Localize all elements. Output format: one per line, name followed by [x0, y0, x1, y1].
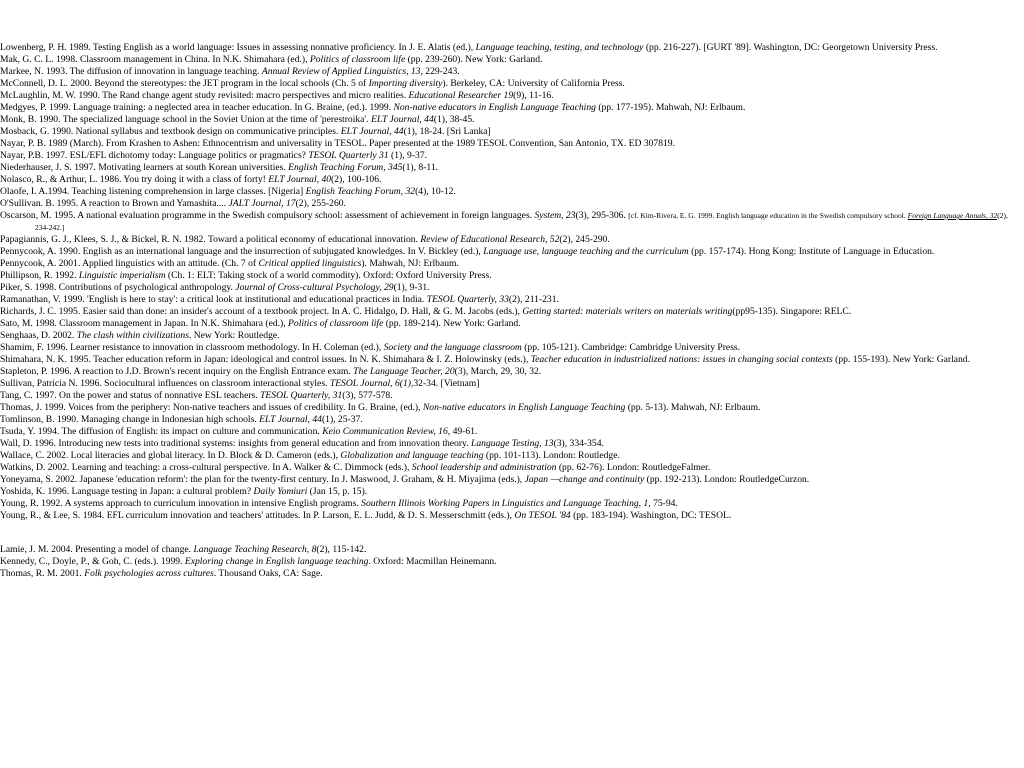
reference-entry	[0, 114, 1024, 126]
reference-title-text: Politics of classroom life	[288, 318, 384, 329]
reference-text: (pp. 183-194). Washington, DC: TESOL.	[570, 510, 732, 521]
reference-title-text: Importing diversity	[368, 78, 443, 89]
reference-entry	[0, 544, 1024, 556]
reference-text: Sato, M. 1998. Classroom management in Japan. In N.K. Shimahara (ed.),	[0, 318, 289, 329]
reference-text: Richards, J. C. 1995. Easier said than done: an insider's account of a textbook project. In A. C. Hidalgo, D. Hall, & G. M. Jacobs (eds.),	[0, 306, 523, 317]
reference-title-text: ELT Journal, 44	[370, 114, 434, 125]
reference-text: (pp. 216-227). [GURT '89]. Washington, DC: Georgetown University Press.	[643, 42, 938, 53]
reference-title-text: Language Testing, 13	[471, 438, 554, 449]
reference-title-text: The clash within civilizations	[76, 330, 189, 341]
reference-title-text: Teacher education in industrialized nations: issues in changing social contexts	[530, 354, 833, 365]
reference-text: , 229-243.	[420, 66, 460, 77]
reference-entry	[0, 390, 1024, 402]
reference-text: Phillipson, R. 1992.	[0, 270, 79, 281]
reference-text: Yoshida, K. 1996. Language testing in Japan: a cultural problem?	[0, 486, 254, 497]
reference-title-text: Review of Educational Research, 52	[420, 234, 560, 245]
reference-title-text: Society and the language classroom	[383, 342, 522, 353]
reference-entry	[0, 42, 1024, 54]
reference-text: (1), 38-45.	[433, 114, 475, 125]
reference-entry	[0, 426, 1024, 438]
reference-title-text: English Teaching Forum, 345	[288, 162, 403, 173]
reference-title-text: ELT Journal, 44	[259, 414, 322, 425]
reference-text: 32-34. [Vietnam]	[413, 378, 480, 389]
reference-title-text: TESOL Quarterly 31	[308, 150, 389, 161]
reference-entry	[0, 186, 1024, 198]
reference-text: Nayar, P.B. 1997. ESL/EFL dichotomy today: Language politics or pragmatics?	[0, 150, 309, 161]
reference-entry	[0, 198, 1024, 210]
reference-text: Stapleton, P. 1996. A reaction to J.D. Brown's recent inquiry on the English Entrance exam.	[0, 366, 354, 377]
reference-text: Lamie, J. M. 2004. Presenting a model of change.	[0, 544, 194, 555]
reference-title-text: Keio Communication Review, 16	[322, 426, 448, 437]
reference-text: Nolasco, R., & Arthur, L. 1986. You try doing it with a class of forty!	[0, 174, 269, 185]
reference-text: Oscarson, M. 1995. A national evaluation programme in the Swedish compulsory school: assessment of achievement in foreign languages.	[0, 210, 535, 221]
reference-entry	[0, 318, 1024, 330]
reference-entry	[0, 258, 1024, 270]
reference-text: Markee, N. 1993. The diffusion of innovation in language teaching.	[0, 66, 262, 77]
reference-entry	[0, 138, 1024, 150]
reference-text: Pennycook, A. 2001. Applied linguistics with an attitude. (Ch. 7 of	[0, 258, 259, 269]
reference-text: Ramanathan, V. 1999. 'English is here to stay': a critical look at institutional and educational practices in India.	[0, 294, 427, 305]
reference-title-text: Foreign Language Annals, 32	[907, 211, 998, 220]
reference-text: (3), March, 29, 30, 32.	[454, 366, 542, 377]
reference-entry	[0, 162, 1024, 174]
reference-text: , 75-94.	[648, 498, 678, 509]
reference-text: (4), 10-12.	[415, 186, 456, 197]
reference-entry	[0, 366, 1024, 378]
reference-text: (pp. 101-113). London: Routledge.	[483, 450, 620, 461]
reference-text: (1), 25-37.	[321, 414, 363, 425]
reference-text: Piker, S. 1998. Contributions of psychological anthropology.	[0, 282, 236, 293]
reference-text: (1), 9-31.	[393, 282, 430, 293]
reference-title-text: Japan —change and continuity	[524, 474, 645, 485]
reference-title-text: English Teaching Forum, 32	[305, 186, 416, 197]
reference-text: Tsuda, Y. 1994. The diffusion of English: its impact on culture and communication.	[0, 426, 323, 437]
reference-title-text: Getting started: materials writers on materials writing	[522, 306, 733, 317]
reference-title-text: JALT Journal, 17	[228, 198, 296, 209]
reference-title-text: The Language Teacher, 20	[353, 366, 455, 377]
reference-entry	[0, 66, 1024, 78]
reference-text: Lowenberg, P. H. 1989. Testing English as a world language: Issues in assessing nonnative proficiency. In J. E. Alatis (ed.),	[0, 42, 476, 53]
reference-title-text: Critical applied linguistics	[258, 258, 362, 269]
reference-text: [cf. Kim-Rivera, E. G. 1999. English language education in the Swedish compulsory school.	[628, 211, 908, 220]
reference-text: (pp. 157-174). Hong Kong: Institute of Language in Education.	[688, 246, 935, 257]
reference-title-text: Annual Review of Applied Linguistics, 13	[261, 66, 421, 77]
reference-title-text: Daily Yomiuri	[253, 486, 308, 497]
reference-text: . New York: Routledge.	[188, 330, 280, 341]
reference-entry	[0, 174, 1024, 186]
reference-entry	[0, 414, 1024, 426]
reference-title-text: Language teaching, testing, and technology	[475, 42, 644, 53]
reference-text: Nayar, P. B. 1989 (March). From Krashen to Ashen: Ethnocentrism and universality in TESOL. Paper presented at the 1989 TESOL Convention, San Antonio, TX. ED 307819.	[0, 138, 675, 149]
reference-text: Wall, D. 1996. Introducing new tests into traditional systems: insights from general education and from innovation theory.	[0, 438, 472, 449]
reference-text: (Ch. 1: ELT: Taking stock of a world commodity). Oxford: Oxford University Press.	[165, 270, 492, 281]
reference-text: (1), 18-24. [Sri Lanka]	[403, 126, 491, 137]
reference-list	[0, 42, 1024, 580]
reference-text: (Jan 15, p. 15).	[307, 486, 368, 497]
reference-title-text: Globalization and language teaching	[340, 450, 484, 461]
reference-text: Sullivan, Patricia N. 1996. Sociocultural influences on classroom interactional styles.	[0, 378, 330, 389]
reference-entry	[0, 54, 1024, 66]
reference-entry	[0, 246, 1024, 258]
reference-text: (pp. 62-76). London: RoutledgeFalmer.	[556, 462, 711, 473]
reference-entry	[0, 126, 1024, 138]
reference-text: (pp. 5-13). Mahwah, NJ: Erlbaum.	[625, 402, 761, 413]
reference-entry	[0, 462, 1024, 474]
reference-text: Monk, B. 1990. The specialized language school in the Soviet Union at the time of 'perestroika'.	[0, 114, 371, 125]
reference-text: Yoneyama, S. 2002. Japanese 'education reform': the plan for the twenty-first century. In J. Maswood, J. Graham, & H. Miyajima (eds.),	[0, 474, 525, 485]
reference-text: Pennycook, A. 1990. English as an international language and the insurrection of subjugated knowledges. In V. Bickley (ed.),	[0, 246, 484, 257]
reference-entry	[0, 90, 1024, 102]
reference-title-text: Educational Researcher 19	[408, 90, 514, 101]
reference-text: ). Berkeley, CA: University of California Press.	[442, 78, 625, 89]
reference-text: Watkins, D. 2002. Learning and teaching: a cross-cultural perspective. In A. Walker & C. Dimmock (eds.),	[0, 462, 412, 473]
reference-text: (pp. 177-195). Mahwah, NJ: Erlbaum.	[595, 102, 746, 113]
reference-text: (3), 334-354.	[553, 438, 604, 449]
reference-entry	[0, 282, 1024, 294]
reference-entry	[0, 330, 1024, 342]
reference-text: (1), 8-11.	[402, 162, 439, 173]
reference-text: Young, R. 1992. A systems approach to curriculum innovation in intensive English programs.	[0, 498, 362, 509]
reference-entry	[0, 270, 1024, 282]
reference-text: Tang, C. 1997. On the power and status of nonnative ESL teachers.	[0, 390, 261, 401]
reference-text: (pp. 155-193). New York: Garland.	[832, 354, 971, 365]
reference-title-text: Exploring change in English language teaching	[184, 556, 369, 567]
reference-entry	[0, 78, 1024, 90]
reference-text: . Thousand Oaks, CA: Sage.	[213, 568, 323, 579]
reference-entry	[0, 150, 1024, 162]
reference-text: Thomas, J. 1999. Voices from the periphery: Non-native teachers and issues of credibility. In G. Braine, (ed.),	[0, 402, 423, 413]
reference-entry	[0, 438, 1024, 450]
reference-title-text: Language use, language teaching and the curriculum	[483, 246, 689, 257]
reference-entry	[0, 450, 1024, 462]
reference-title-text: On TESOL '84	[514, 510, 571, 521]
reference-text: O'Sullivan. B. 1995. A reaction to Brown and Yamashita....	[0, 198, 229, 209]
reference-text: Thomas, R. M. 2001.	[0, 568, 85, 579]
reference-text: Mak, G. C. L. 1998. Classroom management in China. In N.K. Shimahara (ed.),	[0, 54, 310, 65]
reference-entry	[0, 342, 1024, 354]
reference-entry	[0, 354, 1024, 366]
reference-text: Medgyes, P. 1999. Language training: a neglected area in teacher education. In G. Braine, (ed.). 1999.	[0, 102, 394, 113]
reference-text: Tomlinson, B. 1990. Managing change in Indonesian high schools.	[0, 414, 260, 425]
reference-text: Wallace, C. 2002. Local literacies and global literacy. In D. Block & D. Cameron (eds.),	[0, 450, 341, 461]
reference-text: (2), 255-260.	[295, 198, 346, 209]
reference-title-text: School leadership and administration	[411, 462, 557, 473]
reference-text: (2), 211-231.	[508, 294, 559, 305]
reference-title-text: ELT Journal, 44	[340, 126, 404, 137]
reference-text: (1), 9-37.	[388, 150, 428, 161]
reference-title-text: Language Teaching Research, 8	[193, 544, 317, 555]
reference-text: (2), 245-290.	[559, 234, 610, 245]
reference-title-text: TESOL Journal, 6(1),	[329, 378, 414, 389]
reference-text: . Oxford: Macmillan Heinemann.	[368, 556, 497, 567]
reference-entry	[0, 486, 1024, 498]
reference-text: (pp. 189-214). New York: Garland.	[383, 318, 521, 329]
reference-text: Senghaas, D. 2002.	[0, 330, 77, 341]
reference-title-text: System, 23	[534, 210, 576, 221]
reference-text: (pp. 239-260). New York: Garland.	[405, 54, 543, 65]
reference-text: Shimahara, N. K. 1995. Teacher education reform in Japan: ideological and control issues. In N. K. Shimahara & I. Z. Holowinsky (eds.),	[0, 354, 531, 365]
reference-text: Olaofe, I. A.1994. Teaching listening comprehension in large classes. [Nigeria]	[0, 186, 306, 197]
reference-text: (pp. 105-121). Cambridge: Cambridge University Press.	[521, 342, 741, 353]
reference-entry	[0, 510, 1024, 522]
reference-entry	[0, 234, 1024, 246]
reference-entry	[0, 102, 1024, 114]
reference-text: (2), 115-142.	[316, 544, 367, 555]
reference-text: (3), 577-578.	[342, 390, 393, 401]
reference-entry	[0, 498, 1024, 510]
reference-entry	[0, 378, 1024, 390]
reference-text: Niederhauser, J. S. 1997. Motivating learners at south Korean universities.	[0, 162, 289, 173]
reference-entry	[0, 556, 1024, 568]
reference-title-text: Non-native educators in English Language Teaching	[393, 102, 596, 113]
reference-text: Shamim, F. 1996. Learner resistance to innovation in classroom methodology. In H. Coleman (ed.),	[0, 342, 384, 353]
reference-entry	[0, 294, 1024, 306]
reference-entry	[0, 306, 1024, 318]
reference-title-text: Journal of Cross-cultural Psychology, 29	[235, 282, 394, 293]
reference-title-text: Southern Illinois Working Papers in Linguistics and Language Teaching, 1	[361, 498, 649, 509]
reference-text: (pp95-135). Singapore: RELC.	[732, 306, 852, 317]
reference-entry	[0, 402, 1024, 414]
reference-text: Kennedy, C., Doyle, P., & Goh, C. (eds.). 1999.	[0, 556, 185, 567]
reference-text: Mosback, G. 1990. National syllabus and textbook design on communicative principles.	[0, 126, 341, 137]
reference-text: Young, R., & Lee, S. 1984. EFL curriculum innovation and teachers' attitudes. In P. Larson, E. L. Judd, & D. S. Messerschmitt (eds.),	[0, 510, 515, 521]
reference-text: (9), 11-16.	[513, 90, 554, 101]
reference-title-text: ELT Journal, 40	[268, 174, 332, 185]
reference-text: Papagiannis, G. J., Klees, S. J., & Bickel, R. N. 1982. Toward a political economy of educational innovation.	[0, 234, 421, 245]
reference-title-text: TESOL Quarterly, 33	[426, 294, 509, 305]
reference-title-text: Folk psychologies across cultures	[84, 568, 214, 579]
reference-text: (2), 234-242.]	[35, 211, 1008, 232]
reference-entry	[0, 474, 1024, 486]
reference-entry	[0, 568, 1024, 580]
section-gap	[0, 522, 1024, 544]
reference-text: , 49-61.	[447, 426, 478, 437]
reference-text: McConnell, D. L. 2000. Beyond the stereotypes: the JET program in the local schools (Ch. 5 of	[0, 78, 369, 89]
reference-title-text: TESOL Quarterly, 31	[260, 390, 343, 401]
reference-text: (2), 100-106.	[331, 174, 382, 185]
reference-title-text: Politics of classroom life	[309, 54, 406, 65]
reference-title-text: Non-native educators in English Language Teaching	[422, 402, 626, 413]
reference-text: (pp. 192-213). London: RoutledgeCurzon.	[644, 474, 810, 485]
reference-text: (3), 295-306.	[575, 210, 629, 221]
reference-text: ). Mahwah, NJ: Erlbaum.	[361, 258, 459, 269]
reference-entry	[0, 210, 1021, 234]
reference-title-text: Linguistic imperialism	[78, 270, 166, 281]
reference-text: McLaughlin, M. W. 1990. The Rand change agent study revisited: macro perspectives and micro realities.	[0, 90, 409, 101]
